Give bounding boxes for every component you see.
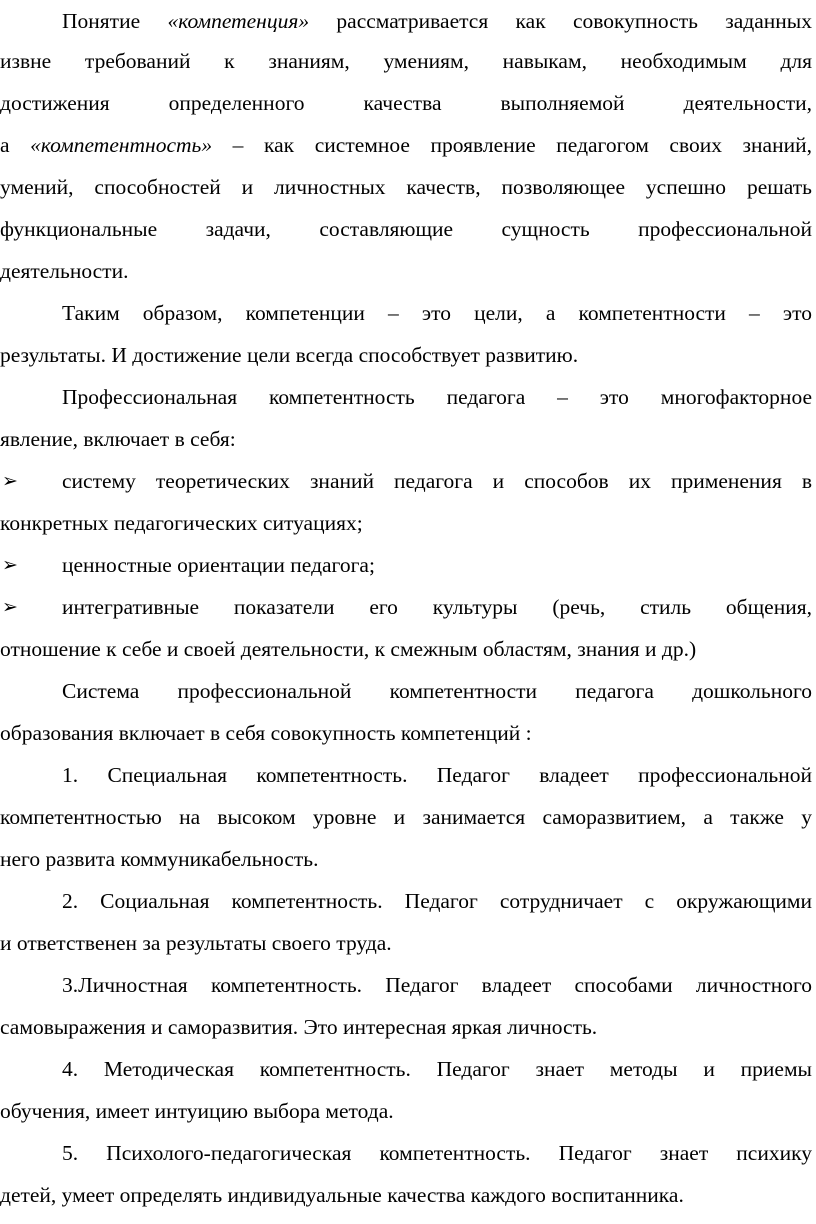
p1-line-7: деятельности. xyxy=(0,259,129,283)
p2-line-2: результаты. И достижение цели всегда способствует развитию. xyxy=(0,343,579,367)
item-2-line-1: 2. Социальная компетентность. Педагог сотрудничает с окружающими xyxy=(62,889,812,913)
item-5-line-1: 5. Психолого-педагогическая компетентность. Педагог знает психику xyxy=(62,1141,812,1165)
item-5-line-2: детей, умеет определять индивидуальные качества каждого воспитанника. xyxy=(0,1183,684,1207)
item-1-line-1: 1. Специальная компетентность. Педагог владеет профессиональной xyxy=(62,763,812,787)
bullet-3-line-2: отношение к себе и своей деятельности, к смежным областям, знания и др.) xyxy=(0,637,697,661)
p3-line-1: Профессиональная компетентность педагога – это многофакторное xyxy=(62,385,812,409)
item-1-line-2: компетентностью на высоком уровне и занимается саморазвитием, а также у xyxy=(0,805,812,829)
p1-line-4 xyxy=(0,124,812,166)
arrow-bullet-icon: ➢ xyxy=(2,554,18,576)
p1-text: Понятие xyxy=(62,9,168,33)
item-4-line-1: 4. Методическая компетентность. Педагог знает методы и приемы xyxy=(62,1057,812,1081)
item-4-line-2: обучения, имеет интуицию выбора метода. xyxy=(0,1099,394,1123)
bullet-2-line-1: ценностные ориентации педагога; xyxy=(62,553,375,577)
p1-line-2: извне требований к знаниям, умениям, навыкам, необходимым для xyxy=(0,49,812,73)
arrow-bullet-icon: ➢ xyxy=(2,470,18,492)
item-3-line-1: 3.Личностная компетентность. Педагог владеет способами личностного xyxy=(62,973,812,997)
p1-line-5: умений, способностей и личностных качеств, позволяющее успешно решать xyxy=(0,175,812,199)
p1-line-3: достижения определенного качества выполняемой деятельности, xyxy=(0,91,812,115)
bullet-1-line-1: систему теоретических знаний педагога и способов их применения в xyxy=(62,469,812,493)
bullet-3-line-1: интегративные показатели его культуры (речь, стиль общения, xyxy=(62,595,812,619)
term-competence: «компетенция» xyxy=(167,9,310,33)
p1-text: рассматривается как совокупность заданных xyxy=(309,9,812,33)
term-competency: «компетентность» xyxy=(30,133,213,157)
p4-line-1: Система профессиональной компетентности педагога дошкольного xyxy=(62,679,812,703)
p3-line-2: явление, включает в себя: xyxy=(0,427,236,451)
item-3-line-2: самовыражения и саморазвития. Это интересная яркая личность. xyxy=(0,1015,598,1039)
p1-text: а xyxy=(0,133,31,157)
bullet-1-line-2: конкретных педагогических ситуациях; xyxy=(0,511,363,535)
p1-line-1 xyxy=(0,0,812,42)
p4-line-2: образования включает в себя совокупность компетенций : xyxy=(0,721,532,745)
p1-line-6: функциональные задачи, составляющие сущность профессиональной xyxy=(0,217,812,241)
item-2-line-2: и ответственен за результаты своего труда. xyxy=(0,931,392,955)
arrow-bullet-icon: ➢ xyxy=(2,596,18,618)
p2-line-1: Таким образом, компетенции – это цели, а компетентности – это xyxy=(62,301,812,325)
p1-text: – как системное проявление педагогом своих знаний, xyxy=(212,133,812,157)
item-1-line-3: него развита коммуникабельность. xyxy=(0,847,319,871)
